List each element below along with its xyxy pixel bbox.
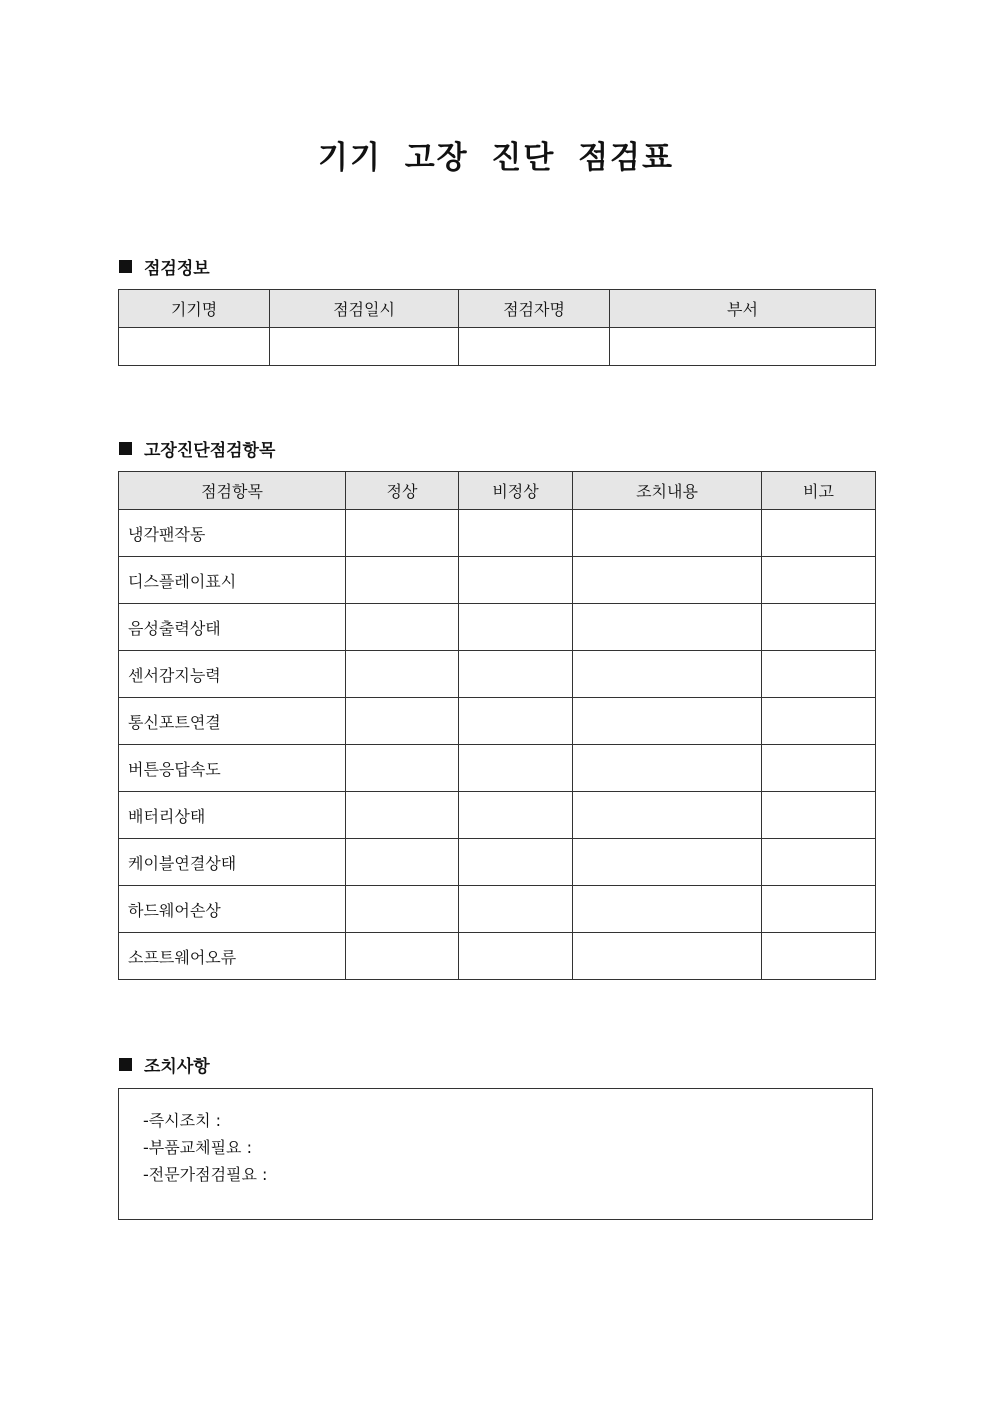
header-remarks: 비고	[762, 472, 876, 510]
action-line-immediate: -즉시조치 :	[143, 1111, 222, 1130]
abnormal-cell[interactable]	[459, 792, 573, 839]
table-row	[119, 886, 876, 933]
normal-cell[interactable]	[346, 651, 459, 698]
action-detail-cell[interactable]	[573, 933, 762, 980]
check-item-label: 디스플레이표시	[119, 557, 346, 604]
normal-cell[interactable]	[346, 698, 459, 745]
section-heading-label: 조치사항	[144, 1057, 210, 1077]
section-heading-label: 점검정보	[144, 259, 210, 279]
header-inspection-date: 점검일시	[270, 290, 459, 328]
abnormal-cell[interactable]	[459, 933, 573, 980]
abnormal-cell[interactable]	[459, 698, 573, 745]
section-heading-action	[119, 1052, 210, 1077]
remarks-cell[interactable]	[762, 886, 876, 933]
header-abnormal: 비정상	[459, 472, 573, 510]
info-table	[118, 289, 876, 366]
square-bullet-icon	[119, 442, 132, 455]
check-item-label: 냉각팬작동	[119, 510, 346, 557]
department-cell[interactable]	[610, 328, 876, 366]
check-item-label: 하드웨어손상	[119, 886, 346, 933]
normal-cell[interactable]	[346, 557, 459, 604]
device-name-cell[interactable]	[119, 328, 270, 366]
section-heading-info	[119, 254, 210, 279]
abnormal-cell[interactable]	[459, 886, 573, 933]
abnormal-cell[interactable]	[459, 745, 573, 792]
normal-cell[interactable]	[346, 510, 459, 557]
action-line-part-replacement: -부품교체필요 :	[143, 1138, 252, 1157]
table-row	[119, 604, 876, 651]
table-row	[119, 328, 876, 366]
normal-cell[interactable]	[346, 933, 459, 980]
table-row	[119, 792, 876, 839]
abnormal-cell[interactable]	[459, 557, 573, 604]
remarks-cell[interactable]	[762, 698, 876, 745]
inspection-date-cell[interactable]	[270, 328, 459, 366]
header-device-name: 기기명	[119, 290, 270, 328]
remarks-cell[interactable]	[762, 933, 876, 980]
section-heading-check	[119, 436, 275, 461]
check-item-label: 센서감지능력	[119, 651, 346, 698]
action-detail-cell[interactable]	[573, 557, 762, 604]
inspector-name-cell[interactable]	[459, 328, 610, 366]
check-item-label: 케이블연결상태	[119, 839, 346, 886]
check-table	[118, 471, 876, 980]
remarks-cell[interactable]	[762, 792, 876, 839]
normal-cell[interactable]	[346, 792, 459, 839]
header-check-item: 점검항목	[119, 472, 346, 510]
remarks-cell[interactable]	[762, 604, 876, 651]
action-detail-cell[interactable]	[573, 839, 762, 886]
table-header-row	[119, 472, 876, 510]
action-notes-box[interactable]	[118, 1088, 873, 1220]
check-item-label: 소프트웨어오류	[119, 933, 346, 980]
table-header-row	[119, 290, 876, 328]
square-bullet-icon	[119, 1058, 132, 1071]
section-heading-label: 고장진단점검항목	[144, 441, 276, 461]
check-item-label: 음성출력상태	[119, 604, 346, 651]
normal-cell[interactable]	[346, 839, 459, 886]
remarks-cell[interactable]	[762, 745, 876, 792]
action-line-expert-inspection: -전문가점검필요 :	[143, 1165, 268, 1184]
abnormal-cell[interactable]	[459, 510, 573, 557]
header-normal: 정상	[346, 472, 459, 510]
abnormal-cell[interactable]	[459, 839, 573, 886]
page-title: 기기 고장 진단 점검표	[318, 140, 674, 176]
check-item-label: 배터리상태	[119, 792, 346, 839]
action-detail-cell[interactable]	[573, 651, 762, 698]
normal-cell[interactable]	[346, 886, 459, 933]
header-action-detail: 조치내용	[573, 472, 762, 510]
remarks-cell[interactable]	[762, 651, 876, 698]
header-department: 부서	[610, 290, 876, 328]
table-row	[119, 839, 876, 886]
remarks-cell[interactable]	[762, 510, 876, 557]
remarks-cell[interactable]	[762, 557, 876, 604]
action-detail-cell[interactable]	[573, 510, 762, 557]
remarks-cell[interactable]	[762, 839, 876, 886]
table-row	[119, 933, 876, 980]
table-row	[119, 557, 876, 604]
table-row	[119, 745, 876, 792]
table-row	[119, 510, 876, 557]
header-inspector-name: 점검자명	[459, 290, 610, 328]
normal-cell[interactable]	[346, 604, 459, 651]
action-detail-cell[interactable]	[573, 604, 762, 651]
table-row	[119, 698, 876, 745]
abnormal-cell[interactable]	[459, 604, 573, 651]
action-detail-cell[interactable]	[573, 745, 762, 792]
table-row	[119, 651, 876, 698]
check-item-label: 버튼응답속도	[119, 745, 346, 792]
check-item-label: 통신포트연결	[119, 698, 346, 745]
normal-cell[interactable]	[346, 745, 459, 792]
action-detail-cell[interactable]	[573, 792, 762, 839]
square-bullet-icon	[119, 260, 132, 273]
action-detail-cell[interactable]	[573, 886, 762, 933]
abnormal-cell[interactable]	[459, 651, 573, 698]
action-detail-cell[interactable]	[573, 698, 762, 745]
